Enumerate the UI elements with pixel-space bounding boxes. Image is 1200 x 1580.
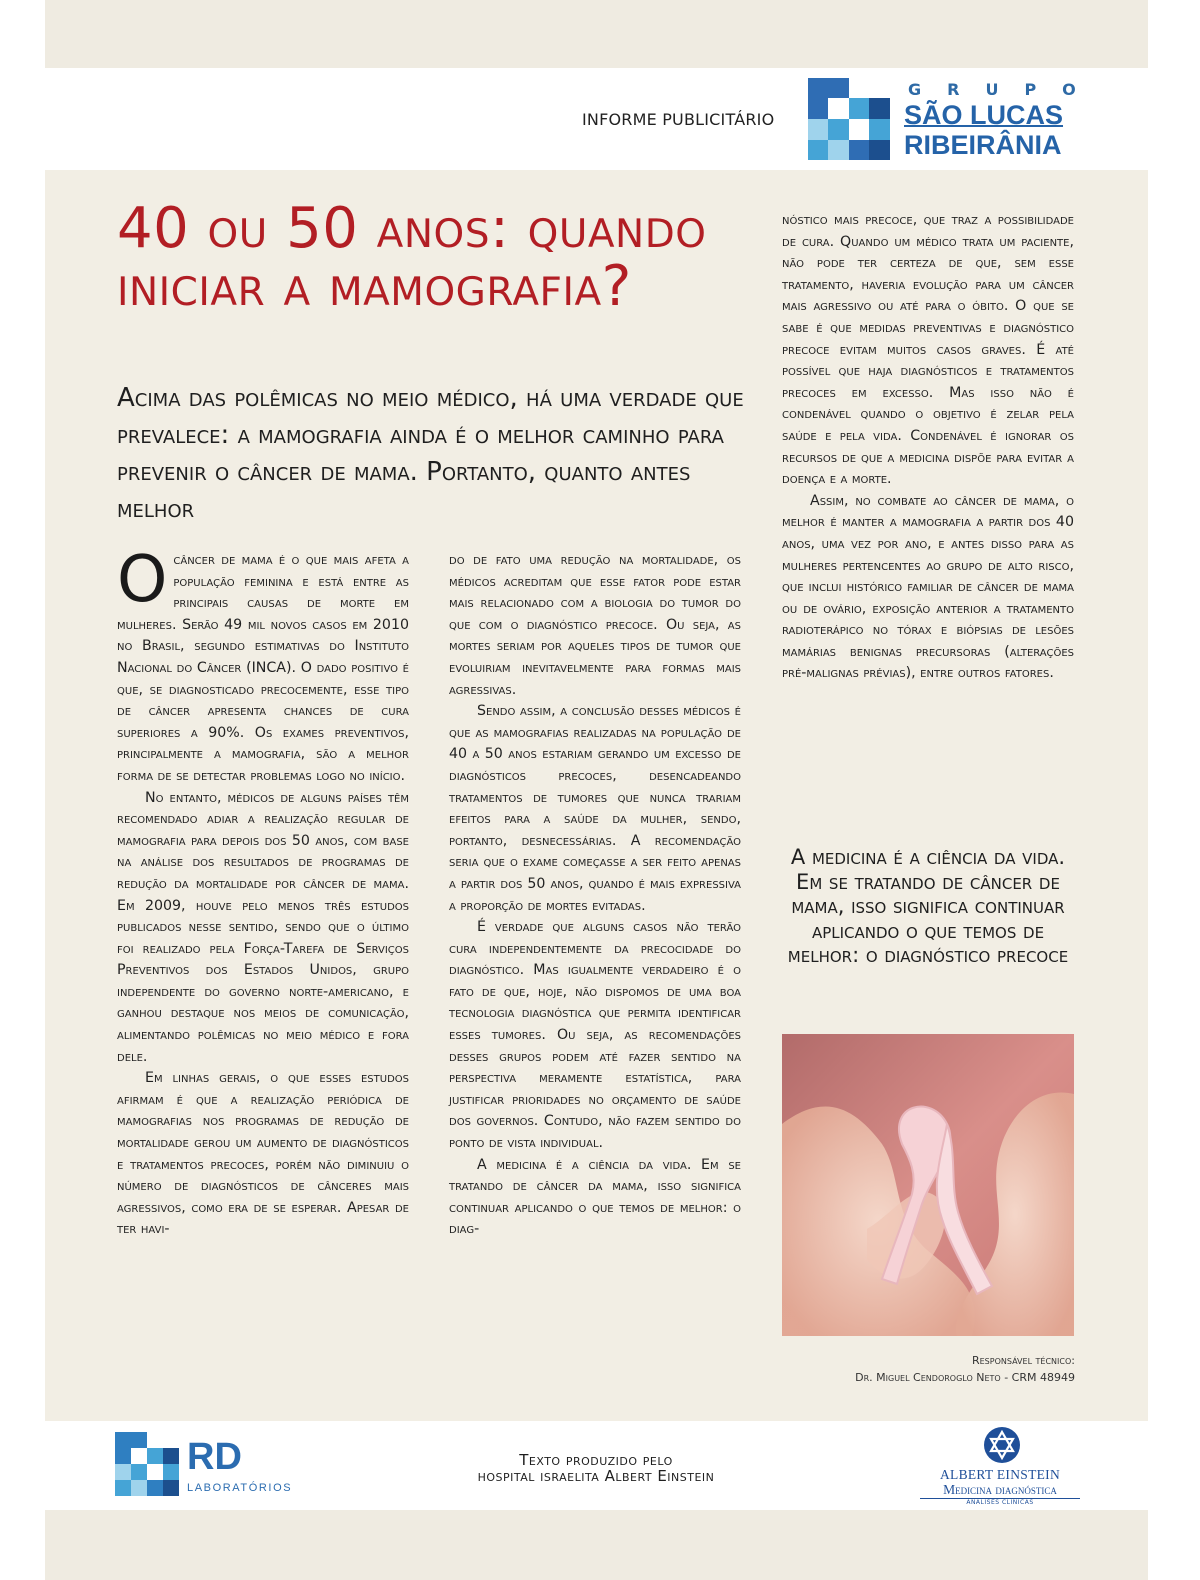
rd-laboratorios-logo	[115, 1432, 315, 1502]
responsible-label: Responsável técnico:	[971, 1354, 1075, 1367]
rd-logo-mark	[115, 1432, 179, 1496]
einstein-logo-name: ALBERT EINSTEIN	[939, 1467, 1061, 1482]
column-1-paragraph-3: Em linhas gerais, o que esses estudos afirmam é que a realização periódica de mamografias nos programas de redução de mortalidade gerou um aumento de diagnósticos e tratamentos precoces, porém não diminuiu o número de diagnósticos de cânceres mais agressivos, como era de se esperar. Apesar de ter havi-	[117, 1070, 409, 1238]
bottom-margin-band	[45, 1510, 1148, 1580]
column-1-paragraph-1	[117, 543, 409, 788]
sao-lucas-logo-mark	[808, 78, 890, 160]
credit-line-2: hospital israelita Albert Einstein	[477, 1467, 715, 1485]
pink-ribbon-photo	[782, 1034, 1074, 1336]
credit-line-1: Texto produzido pelo	[519, 1451, 673, 1469]
article-column-1	[117, 543, 409, 1241]
column-2-paragraph-3: É verdade que alguns casos não terão cura independentemente da precocidade do diagnóstico. Mas igualmente verdadeiro é o fato de que, hoje, não dispomos de uma boa tecnologia diagnóstica que permita identificar esses tumores. Ou seja, as recomendações desses grupos podem até fazer sentido na perspectiva meramente estatística, para justificar prioridades no orçamento de saúde dos governos. Contudo, não fazem sentido do ponto de vista individual.	[449, 919, 741, 1152]
logo-word-ribeirania: RIBEIRÂNIA	[904, 130, 1062, 160]
responsible-name: Dr. Miguel Cendoroglo Neto - CRM 48949	[855, 1371, 1075, 1384]
advertorial-label: INFORME PUBLICITÁRIO	[582, 110, 775, 129]
article-headline: 40 ou 50 anos: quando iniciar a mamografia?	[117, 196, 707, 319]
einstein-logo-subunit: ANÁLISES CLÍNICAS	[966, 1499, 1034, 1506]
logo-word-grupo: GRUPO	[908, 80, 1102, 99]
article-deck: Acima das polêmicas no meio médico, há uma verdade que prevalece: a mamografia ainda é o melhor caminho para prevenir o câncer de mama. Portanto, quanto antes melhor	[117, 383, 744, 524]
column-1-paragraph-1-text: câncer de mama é o que mais afeta a população feminina e está entre as principais causas de morte em mulheres. Serão 49 mil novos casos em 2010 no Brasil, segundo estimativas do Instituto Nacional do Câncer (INCA). O dado positivo é que, se diagnosticado precocemente, esse tipo de câncer apresenta chances de cura superiores a 90%. Os exames preventivos, principalmente a mamografia, são a melhor forma de se detectar problemas logo no início.	[117, 552, 409, 784]
technical-responsible	[782, 1352, 1075, 1386]
column-2-paragraph-1: do de fato uma redução na mortalidade, os médicos acreditam que esse fator pode estar mais relacionado com a biologia do tumor do que com o diagnóstico precoce. Ou seja, as mortes seriam por aqueles tipos de tumor que evoluiriam inevitavelmente para formas mais agressivas.	[449, 552, 741, 698]
column-2-paragraph-2: Sendo assim, a conclusão desses médicos é que as mamografias realizadas na população de 40 a 50 anos estariam gerando um excesso de diagnósticos precoces, desencadeando tratamentos de tumores que nunca trariam efeitos para a saúde da mulher, sendo, portanto, desnecessárias. A recomendação seria que o exame começasse a ser feito apenas a partir dos 50 anos, quando é mais expressiva a proporção de mortes evitadas.	[449, 703, 741, 914]
article-column-3	[782, 210, 1074, 685]
drop-cap: O	[117, 543, 168, 617]
article-column-2	[449, 550, 741, 1241]
column-1-paragraph-2: No entanto, médicos de alguns países têm recomendado adiar a realização regular de mamografia para depois dos 50 anos, com base na análise dos resultados de programas de redução da mortalidade por câncer de mama. Em 2009, houve pelo menos três estudos publicados nesse sentido, sendo que o último foi realizado pela Força-Tarefa de Serviços Preventivos dos Estados Unidos, grupo independente do governo norte-americano, e ganhou destaque nos meios de comunicação, alimentando polêmicas no meio médico e fora dele.	[117, 789, 409, 1065]
sao-lucas-logo	[808, 78, 1102, 163]
star-of-david-icon	[982, 1425, 1022, 1465]
rd-logo-subtitle: LABORATÓRIOS	[187, 1482, 293, 1494]
top-margin-band	[45, 0, 1148, 68]
rd-logo-text: RD	[187, 1436, 242, 1478]
column-2-paragraph-4: A medicina é a ciência da vida. Em se tratando de câncer da mama, isso significa continuar aplicando o que temos de melhor: o diag-	[449, 1156, 741, 1238]
column-3-paragraph-2: Assim, no combate ao câncer de mama, o melhor é manter a mamografia a partir dos 40 anos, uma vez por ano, e antes disso para as mulheres pertencentes ao grupo de alto risco, que inclui histórico familiar de câncer de mama ou de ovário, exposição anterior a tratamento radioterápico no tórax e biópsias de lesões mamárias benignas precursoras (alterações pré-malignas prévias), entre outros fatores.	[782, 492, 1074, 682]
pull-quote: A medicina é a ciência da vida. Em se tratando de câncer de mama, isso significa continuar aplicando o que temos de melhor: o diagnóstico precoce	[787, 845, 1069, 968]
logo-word-sao-lucas: SÃO LUCAS	[904, 100, 1064, 130]
content-credit	[420, 1452, 772, 1484]
albert-einstein-logo	[920, 1425, 1080, 1505]
column-3-paragraph-1: nóstico mais precoce, que traz a possibilidade de cura. Quando um médico trata um paciente, não pode ter certeza de que, sem esse tratamento, haveria evolução para um câncer mais agressivo ou até para o óbito. O que se sabe é que medidas preventivas e diagnóstico precoce evitam muitos casos graves. É até possível que haja diagnósticos e tratamentos precoces em excesso. Mas isso não é condenável quando o objetivo é zelar pela saúde e pela vida. Condenável é ignorar os recursos de que a medicina dispõe para evitar a doença e a morte.	[782, 212, 1074, 488]
einstein-logo-unit: Medicina diagnóstica	[920, 1482, 1080, 1499]
